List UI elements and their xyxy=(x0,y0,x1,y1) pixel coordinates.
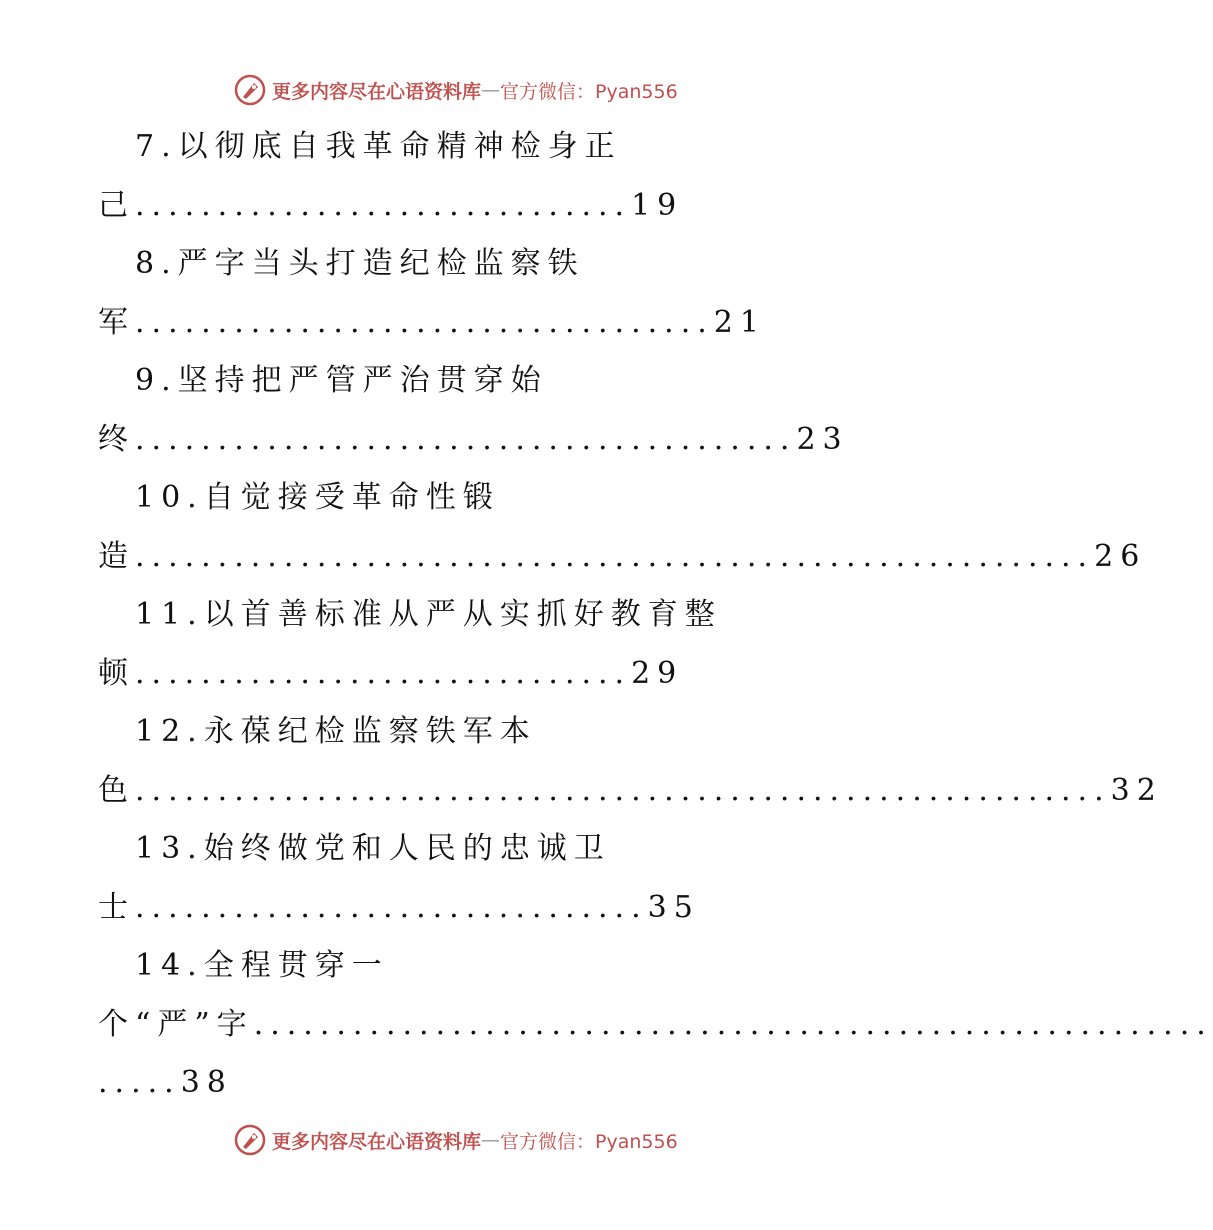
toc-entry-title: 10.自觉接受革命性锻 xyxy=(135,480,500,515)
toc-entry-dots-continuation: ..... xyxy=(98,1065,181,1100)
toc-entry-title: 9.坚持把严管严治贯穿始 xyxy=(135,363,548,398)
watermark-text: 更多内容尽在心语资料库 xyxy=(272,1130,482,1153)
toc-entry-page: 21 xyxy=(713,305,766,340)
toc-entry-page: 26 xyxy=(1094,539,1147,574)
toc-entry-dots: .............................. xyxy=(135,656,632,691)
toc-entry-title: 13.始终做党和人民的忠诚卫 xyxy=(135,831,611,866)
toc-entry-leader xyxy=(98,888,700,928)
toc-entry-leader xyxy=(98,186,683,226)
toc-entry-title: 8.严字当头打造纪检监察铁 xyxy=(135,246,585,281)
toc-entry-dots: ................................... xyxy=(135,305,714,340)
toc-entry-leader xyxy=(98,1005,1213,1045)
toc-entry-continuation xyxy=(98,1063,233,1103)
toc-entry-page: 38 xyxy=(180,1065,233,1100)
toc-entry-page: 35 xyxy=(647,890,700,925)
watermark-wechat: 官方微信：Pyan556 xyxy=(500,1130,678,1153)
toc-entry-dots: ........................................ xyxy=(135,422,797,457)
toc-entry-leader xyxy=(98,771,1163,811)
toc-entry-leader xyxy=(98,420,849,460)
pen-nib-logo-icon xyxy=(234,74,266,106)
watermark-separator: — xyxy=(481,1129,501,1151)
toc-entry-page: 29 xyxy=(631,656,684,691)
toc-entry-last-char: 顿 xyxy=(98,656,135,691)
toc-entry-dots: ........................................................... xyxy=(135,773,1111,808)
header-watermark xyxy=(234,72,678,108)
toc-entry-page: 23 xyxy=(796,422,849,457)
toc-entry-dots: .......................................................... xyxy=(135,539,1095,574)
toc-entry-page: 19 xyxy=(631,188,684,223)
toc-entry-last-char: 造 xyxy=(98,539,135,574)
toc-entry-leader xyxy=(98,654,683,694)
toc-entry-dots: .............................. xyxy=(135,188,632,223)
toc-entry-last-char: 军 xyxy=(98,305,135,340)
watermark-wechat: 官方微信：Pyan556 xyxy=(500,80,678,103)
toc-entry-leader xyxy=(98,537,1146,577)
pen-nib-logo-icon xyxy=(234,1124,266,1156)
watermark-text: 更多内容尽在心语资料库 xyxy=(272,80,482,103)
footer-watermark xyxy=(234,1122,678,1158)
toc-entry-title: 11.以首善标准从严从实抓好教育整 xyxy=(135,597,722,632)
toc-entry-page: 32 xyxy=(1110,773,1163,808)
toc-entry-last-char: 己 xyxy=(98,188,135,223)
watermark-separator: — xyxy=(481,79,501,101)
toc-entry-title: 14.全程贯穿一 xyxy=(135,948,389,983)
toc-entry-title: 12.永葆纪检监察铁军本 xyxy=(135,714,537,749)
toc-entry-dots: .......................................................... xyxy=(253,1007,1213,1042)
toc-entry-last-char: 士 xyxy=(98,890,135,925)
toc-entry-title: 7.以彻底自我革命精神检身正 xyxy=(135,129,622,164)
toc-entry-leader xyxy=(98,303,766,343)
toc-entry-last-char: 色 xyxy=(98,773,135,808)
toc-entry-last-char: 终 xyxy=(98,422,135,457)
toc-entry-last-char: 个“严”字 xyxy=(98,1007,254,1042)
toc-entry-dots: ............................... xyxy=(135,890,648,925)
